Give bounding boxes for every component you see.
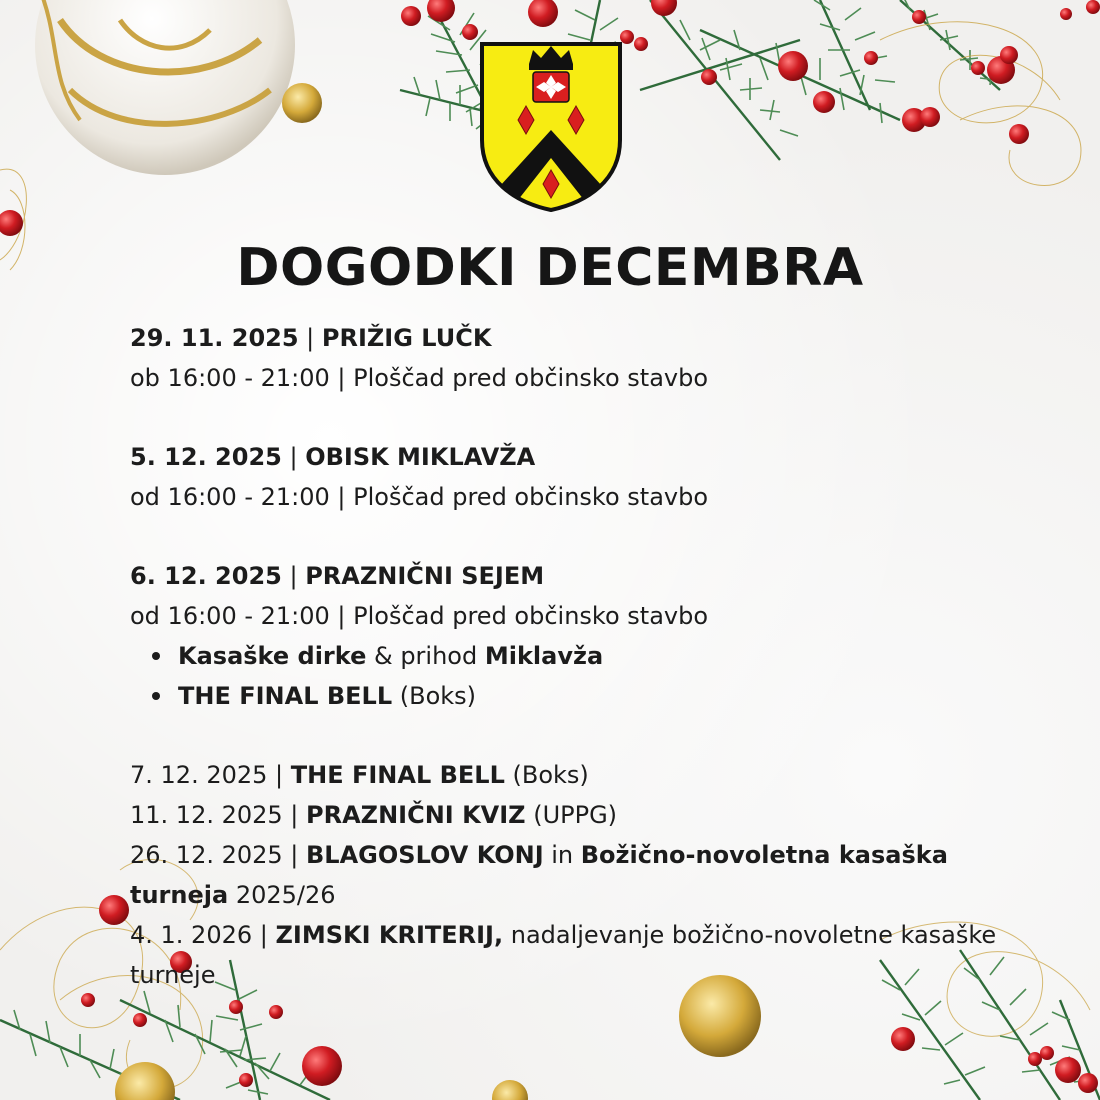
red-shield-cross xyxy=(533,72,569,102)
events-list xyxy=(130,318,1010,995)
event-heading: 6. 12. 2025 | PRAZNIČNI SEJEM xyxy=(130,562,545,590)
coat-of-arms-icon xyxy=(478,40,624,212)
event-heading: 29. 11. 2025 | PRIŽIG LUČK xyxy=(130,324,492,352)
page-title: DOGODKI DECEMBRA xyxy=(236,238,864,298)
event-heading: 5. 12. 2025 | OBISK MIKLAVŽA xyxy=(130,443,536,471)
small-gold-ball xyxy=(282,83,322,123)
white-ornament xyxy=(35,0,295,175)
bullet-item: THE FINAL BELL (Boks) xyxy=(130,676,1010,716)
event-detail: od 16:00 - 21:00 | Ploščad pred občinsko stavbo xyxy=(130,602,709,630)
event-line: 11. 12. 2025 | PRAZNIČNI KVIZ (UPPG) xyxy=(130,801,618,829)
event-line: 7. 12. 2025 | THE FINAL BELL (Boks) xyxy=(130,761,589,789)
event-detail: od 16:00 - 21:00 | Ploščad pred občinsko stavbo xyxy=(130,483,709,511)
bullet-item: Kasaške dirke & prihod Miklavža xyxy=(130,636,1010,676)
event-detail: ob 16:00 - 21:00 | Ploščad pred občinsko stavbo xyxy=(130,364,709,392)
event-line: 26. 12. 2025 | BLAGOSLOV KONJ in Božično-novoletna kasaška turneja 2025/26 xyxy=(130,841,948,909)
event-line: 4. 1. 2026 | ZIMSKI KRITERIJ, nadaljevanje božično-novoletne kasaške turneje xyxy=(130,921,997,989)
